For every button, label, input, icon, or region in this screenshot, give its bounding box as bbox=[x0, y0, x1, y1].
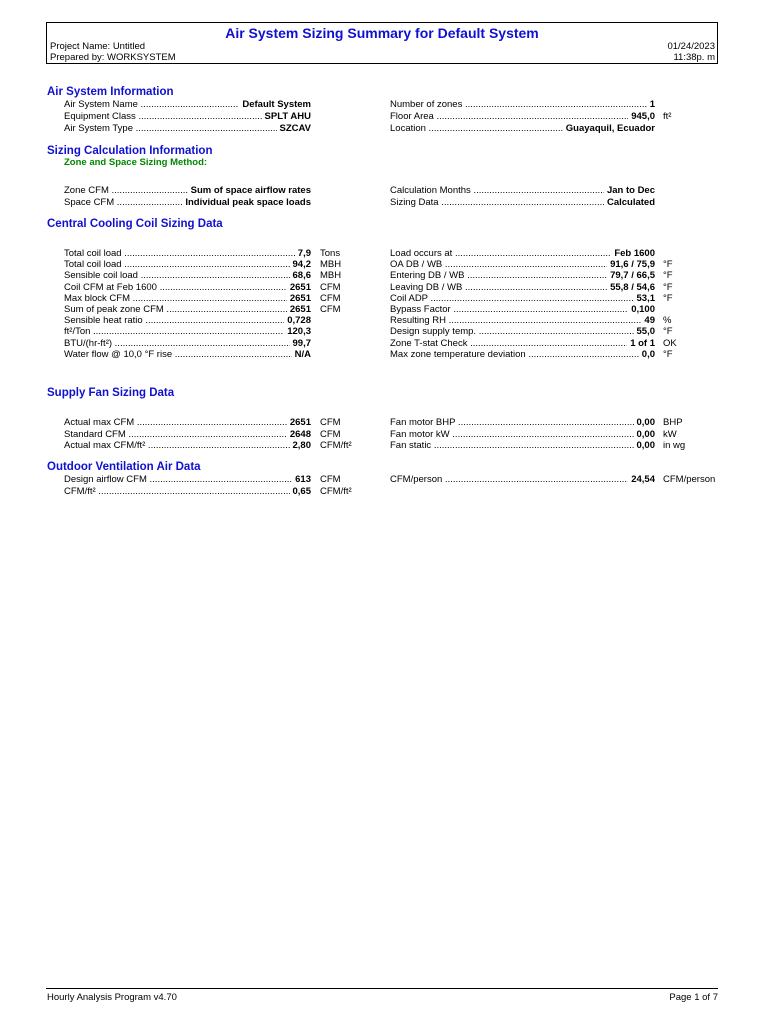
row-value: Calculated bbox=[604, 197, 655, 208]
row-label: Floor Area ..... bbox=[390, 111, 655, 122]
section-supply-fan: Supply Fan Sizing Data bbox=[47, 387, 175, 399]
row-label: Resulting RH ..... bbox=[390, 315, 655, 326]
row-value: 0,728 bbox=[284, 315, 311, 326]
data-row bbox=[390, 259, 655, 270]
row-value: Sum of space airflow rates bbox=[188, 185, 311, 196]
row-label: Fan motor kW ..... bbox=[390, 429, 655, 440]
row-value: 68,6 bbox=[290, 270, 312, 281]
data-row bbox=[390, 293, 655, 304]
row-value: 945,0 bbox=[628, 111, 655, 122]
data-row bbox=[64, 440, 311, 451]
row-value: Default System bbox=[239, 99, 311, 110]
row-label: Fan motor BHP ..... bbox=[390, 417, 655, 428]
data-row bbox=[64, 99, 311, 110]
row-label: Total coil load ..... bbox=[64, 259, 311, 270]
row-label: Bypass Factor ..... bbox=[390, 304, 655, 315]
section-outdoor-ventilation: Outdoor Ventilation Air Data bbox=[47, 461, 201, 473]
data-row bbox=[64, 304, 311, 315]
row-label: Equipment Class ..... bbox=[64, 111, 311, 122]
row-unit: CFM bbox=[320, 282, 341, 293]
data-row bbox=[390, 338, 655, 349]
row-label: Sum of peak zone CFM ..... bbox=[64, 304, 311, 315]
data-row bbox=[64, 197, 311, 208]
data-row bbox=[390, 349, 655, 360]
data-row bbox=[390, 326, 655, 337]
row-label: Coil CFM at Feb 1600 ..... bbox=[64, 282, 311, 293]
row-value: 2651 bbox=[287, 304, 311, 315]
row-label: Sizing Data ..... bbox=[390, 197, 655, 208]
row-value: Jan to Dec bbox=[604, 185, 655, 196]
row-label: CFM/person ..... bbox=[390, 474, 655, 485]
row-unit: °F bbox=[663, 349, 673, 360]
row-unit: CFM bbox=[320, 304, 341, 315]
row-unit: CFM/person bbox=[663, 474, 716, 485]
row-value: SPLT AHU bbox=[262, 111, 311, 122]
footer-program: Hourly Analysis Program v4.70 bbox=[47, 992, 177, 1003]
row-unit: MBH bbox=[320, 259, 342, 270]
row-unit: °F bbox=[663, 293, 673, 304]
data-row bbox=[64, 293, 311, 304]
row-value: N/A bbox=[292, 349, 311, 360]
report-date: 01/24/2023 bbox=[667, 41, 715, 52]
row-label: Calculation Months ..... bbox=[390, 185, 655, 196]
data-row bbox=[390, 270, 655, 281]
data-row bbox=[64, 486, 311, 497]
data-row bbox=[64, 338, 311, 349]
row-label: Actual max CFM ..... bbox=[64, 417, 311, 428]
row-unit: CFM bbox=[320, 293, 341, 304]
row-value: 24,54 bbox=[628, 474, 655, 485]
row-unit: °F bbox=[663, 270, 673, 281]
row-label: Design airflow CFM ..... bbox=[64, 474, 311, 485]
row-value: 49 bbox=[641, 315, 655, 326]
row-value: 0,00 bbox=[634, 440, 656, 451]
row-label: Air System Type ..... bbox=[64, 123, 311, 134]
data-row bbox=[64, 417, 311, 428]
row-value: Feb 1600 bbox=[611, 248, 655, 259]
data-row bbox=[64, 315, 311, 326]
row-value: 7,9 bbox=[295, 248, 311, 259]
row-label: Space CFM ..... bbox=[64, 197, 311, 208]
data-row bbox=[64, 429, 311, 440]
row-label: Max zone temperature deviation ..... bbox=[390, 349, 655, 360]
row-unit: ft² bbox=[663, 111, 672, 122]
data-row bbox=[390, 111, 655, 122]
row-unit: MBH bbox=[320, 270, 342, 281]
data-row bbox=[64, 185, 311, 196]
row-unit: kW bbox=[663, 429, 677, 440]
prepared-by: Prepared by: WORKSYSTEM bbox=[50, 52, 176, 63]
row-label: Sensible heat ratio ..... bbox=[64, 315, 311, 326]
row-label: Load occurs at ..... bbox=[390, 248, 655, 259]
data-row bbox=[64, 259, 311, 270]
row-value: 613 bbox=[292, 474, 311, 485]
row-label: Location ..... bbox=[390, 123, 655, 134]
data-row bbox=[390, 417, 655, 428]
row-label: OA DB / WB ..... bbox=[390, 259, 655, 270]
row-value: 0,0 bbox=[639, 349, 655, 360]
data-row bbox=[390, 315, 655, 326]
footer-divider bbox=[46, 988, 718, 989]
row-label: Water flow @ 10,0 °F rise ..... bbox=[64, 349, 311, 360]
row-label: Entering DB / WB ..... bbox=[390, 270, 655, 281]
project-name: Project Name: Untitled bbox=[50, 41, 146, 52]
row-unit: Tons bbox=[320, 248, 341, 259]
footer-page-number: Page 1 of 7 bbox=[669, 992, 718, 1003]
row-value: 120,3 bbox=[284, 326, 311, 337]
data-row bbox=[390, 304, 655, 315]
row-value: Guayaquil, Ecuador bbox=[563, 123, 655, 134]
row-value: SZCAV bbox=[277, 123, 312, 134]
row-label: ft²/Ton ..... bbox=[64, 326, 311, 337]
data-row bbox=[390, 474, 655, 485]
row-label: Standard CFM ..... bbox=[64, 429, 311, 440]
row-label: Design supply temp. ..... bbox=[390, 326, 655, 337]
row-value: 2651 bbox=[287, 282, 311, 293]
row-label: Air System Name ..... bbox=[64, 99, 311, 110]
row-label: Max block CFM ..... bbox=[64, 293, 311, 304]
row-unit: CFM/ft² bbox=[320, 486, 352, 497]
row-value: 0,00 bbox=[634, 429, 656, 440]
row-unit: OK bbox=[663, 338, 677, 349]
row-label: Fan static ..... bbox=[390, 440, 655, 451]
data-row bbox=[64, 248, 311, 259]
row-value: 2,80 bbox=[290, 440, 312, 451]
row-label: Zone CFM ..... bbox=[64, 185, 311, 196]
row-value: 94,2 bbox=[290, 259, 312, 270]
row-label: Sensible coil load ..... bbox=[64, 270, 311, 281]
section-sizing-calc-info: Sizing Calculation Information bbox=[47, 145, 213, 157]
row-value: 2648 bbox=[287, 429, 311, 440]
data-row bbox=[64, 111, 311, 122]
row-unit: CFM bbox=[320, 417, 341, 428]
data-row bbox=[64, 474, 311, 485]
data-row bbox=[390, 185, 655, 196]
row-value: 0,100 bbox=[628, 304, 655, 315]
row-unit: BHP bbox=[663, 417, 683, 428]
row-label: Coil ADP ..... bbox=[390, 293, 655, 304]
report-time: 11:38p. m bbox=[673, 52, 715, 63]
data-row bbox=[390, 99, 655, 110]
section-cooling-coil: Central Cooling Coil Sizing Data bbox=[47, 218, 223, 230]
row-value: 91,6 / 75,9 bbox=[607, 259, 655, 270]
data-row bbox=[64, 123, 311, 134]
row-unit: CFM/ft² bbox=[320, 440, 352, 451]
row-unit: CFM bbox=[320, 474, 341, 485]
row-label: CFM/ft² ..... bbox=[64, 486, 311, 497]
row-label: Total coil load ..... bbox=[64, 248, 311, 259]
row-value: 99,7 bbox=[290, 338, 312, 349]
report-title: Air System Sizing Summary for Default System bbox=[225, 25, 539, 41]
data-row bbox=[64, 270, 311, 281]
row-unit: °F bbox=[663, 282, 673, 293]
data-row bbox=[390, 429, 655, 440]
row-value: 79,7 / 66,5 bbox=[607, 270, 655, 281]
row-value: 55,0 bbox=[634, 326, 656, 337]
report-header bbox=[46, 22, 718, 64]
row-value: Individual peak space loads bbox=[182, 197, 311, 208]
row-label: Number of zones ..... bbox=[390, 99, 655, 110]
row-value: 0,65 bbox=[290, 486, 312, 497]
row-value: 0,00 bbox=[634, 417, 656, 428]
section-air-system-info: Air System Information bbox=[47, 86, 174, 98]
row-value: 55,8 / 54,6 bbox=[607, 282, 655, 293]
row-unit: % bbox=[663, 315, 672, 326]
data-row bbox=[390, 123, 655, 134]
data-row bbox=[64, 282, 311, 293]
data-row bbox=[390, 248, 655, 259]
data-row bbox=[390, 282, 655, 293]
data-row bbox=[390, 440, 655, 451]
row-label: Actual max CFM/ft² ..... bbox=[64, 440, 311, 451]
row-value: 2651 bbox=[287, 293, 311, 304]
sizing-method-subheading: Zone and Space Sizing Method: bbox=[64, 157, 208, 168]
row-unit: in wg bbox=[663, 440, 686, 451]
row-label: Leaving DB / WB ..... bbox=[390, 282, 655, 293]
row-value: 53,1 bbox=[634, 293, 656, 304]
row-value: 1 of 1 bbox=[627, 338, 655, 349]
data-row bbox=[64, 326, 311, 337]
row-value: 2651 bbox=[287, 417, 311, 428]
row-unit: °F bbox=[663, 326, 673, 337]
row-label: Zone T-stat Check ..... bbox=[390, 338, 655, 349]
row-label: BTU/(hr-ft²) ..... bbox=[64, 338, 311, 349]
data-row bbox=[390, 197, 655, 208]
row-unit: °F bbox=[663, 259, 673, 270]
row-unit: CFM bbox=[320, 429, 341, 440]
row-value: 1 bbox=[647, 99, 655, 110]
data-row bbox=[64, 349, 311, 360]
